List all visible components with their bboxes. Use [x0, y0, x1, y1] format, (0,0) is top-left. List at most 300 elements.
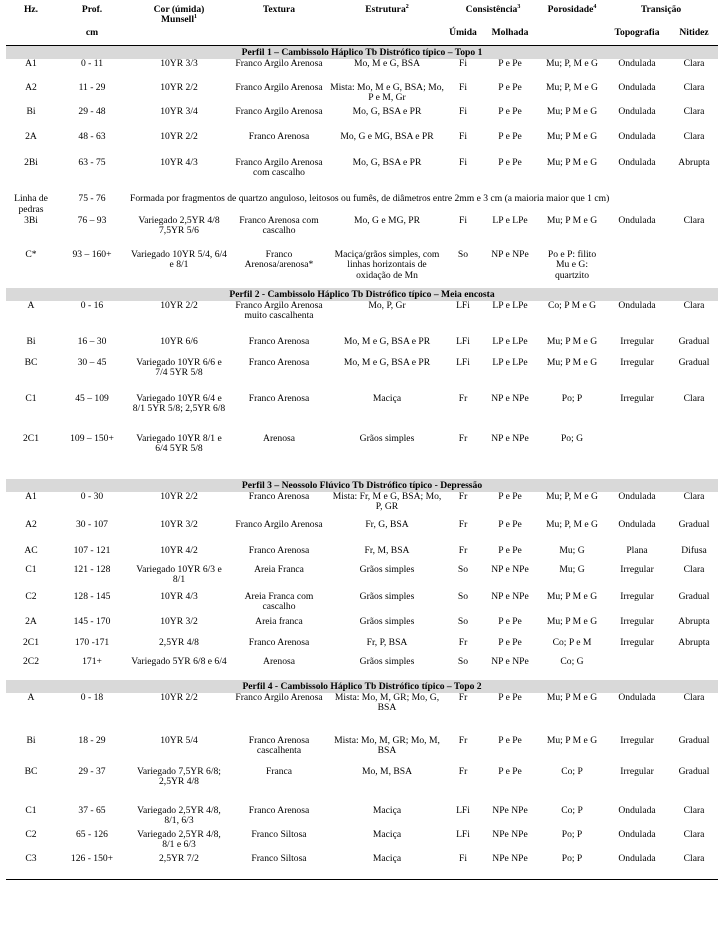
cell-prof: 65 - 126 [76, 830, 108, 840]
cell-topografia: Ondulada [618, 107, 656, 117]
cell-textura: Franco Arenosa cascalhenta [248, 736, 310, 757]
cell-umida: LFi [456, 358, 470, 368]
cell-cor: 10YR 3/2 [160, 520, 198, 530]
cell-topografia: Irregular [620, 767, 654, 777]
cell-topografia [604, 250, 670, 288]
cell-hz: C2 [25, 830, 37, 840]
cell-topografia: Ondulada [618, 83, 656, 93]
cell-molhada: P e Pe [498, 693, 522, 703]
cell-topografia: Ondulada [618, 132, 656, 142]
profile-title: Perfil 2 - Cambissolo Háplico Tb Distrófico típico – Meia encosta [6, 288, 718, 301]
profile-title: Perfil 1 – Cambissolo Háplico Tb Distrófico típico – Topo 1 [6, 46, 718, 60]
cell-molhada: NP e NPe [491, 565, 529, 575]
cell-cor: 10YR 3/3 [160, 59, 198, 69]
cell-estrutura: Mo, G, BSA e PR [352, 158, 422, 168]
cell-porosidade: Co; P [561, 806, 583, 816]
cell-topografia: Ondulada [618, 693, 656, 703]
cell-molhada: LP e LPe [492, 358, 528, 368]
cell-hz: 2Bi [24, 158, 38, 168]
table-row [6, 638, 718, 657]
cell-molhada: P e Pe [498, 617, 522, 627]
cell-molhada: P e Pe [498, 546, 522, 556]
table-header [6, 4, 718, 46]
cell-prof: 37 - 65 [78, 806, 106, 816]
cell-nitidez: Gradual [678, 337, 710, 347]
cell-porosidade: Mu; P M e G [546, 617, 598, 627]
soil-profile-document [6, 4, 718, 880]
cell-prof: 48 - 63 [78, 132, 106, 142]
cell-estrutura: Maciça/grãos simples, com linhas horizontais de oxidação de Mn [334, 250, 440, 281]
cell-topografia [604, 657, 670, 680]
cell-cor: 10YR 2/2 [160, 301, 198, 311]
porosidade-header [540, 4, 604, 25]
cell-nitidez [670, 250, 718, 288]
cell-prof: 145 - 170 [73, 617, 111, 627]
table-row [6, 767, 718, 806]
cell-molhada: P e Pe [498, 107, 522, 117]
table-row [6, 434, 718, 479]
table-row [6, 546, 718, 565]
cell-umida: Fi [458, 83, 467, 93]
cell-nitidez: Clara [683, 492, 705, 502]
cell-cor: 10YR 3/4 [160, 107, 198, 117]
cell-nitidez: Clara [683, 132, 705, 142]
cell-prof: 107 - 121 [73, 546, 111, 556]
cell-molhada: LP e LPe [492, 337, 528, 347]
cell-textura: Franco Argilo Arenosa [235, 59, 323, 69]
consistencia-header [446, 4, 540, 25]
cell-nitidez: Gradual [678, 736, 710, 746]
cor-header [128, 4, 230, 46]
cell-hz: 3Bi [24, 216, 38, 226]
cell-cor: Variegado 10YR 8/1 e 6/4 5YR 5/8 [136, 434, 222, 455]
cell-umida: Fr [458, 693, 468, 703]
cell-topografia: Irregular [620, 736, 654, 746]
cell-estrutura: Grãos simples [359, 657, 415, 667]
cell-umida: LFi [456, 301, 470, 311]
table-body [6, 46, 718, 880]
table-row [6, 565, 718, 592]
table-row [6, 830, 718, 854]
cell-textura: Areia Franca com cascalho [244, 592, 314, 613]
table-row [6, 592, 718, 617]
cell-hz: C* [25, 250, 37, 260]
profile-title-row [6, 288, 718, 301]
cell-hz: A [27, 301, 35, 311]
cell-nitidez: Clara [683, 216, 705, 226]
cell-molhada: P e Pe [498, 767, 522, 777]
table-row [6, 520, 718, 546]
cell-nitidez: Clara [683, 107, 705, 117]
profile-title-row [6, 479, 718, 492]
cell-porosidade: Po; P [561, 830, 583, 840]
transicao-header: Transição [640, 4, 682, 15]
table-row [6, 59, 718, 83]
textura-header: Textura [262, 4, 296, 15]
cell-estrutura: Mo, G e MG, BSA e PR [340, 132, 434, 142]
cell-prof: 45 – 109 [75, 394, 109, 404]
cell-umida: Fr [458, 638, 468, 648]
cell-estrutura: Fr, M, BSA [364, 546, 410, 556]
cell-estrutura: Mista: Fr, M e G, BSA; Mo, P, GR [332, 492, 442, 513]
cell-hz: Bi [26, 736, 36, 746]
cell-textura: Franco Arenosa [248, 546, 310, 556]
cell-molhada: NP e NPe [491, 434, 529, 444]
cell-umida: LFi [456, 830, 470, 840]
consistencia-header-label: Consistência [465, 4, 518, 15]
table-row [6, 854, 718, 880]
cell-molhada: NPe NPe [480, 854, 540, 880]
cell-topografia [604, 434, 670, 479]
header-row-1 [6, 4, 718, 25]
cell-porosidade: Mu; P M e G [546, 132, 598, 142]
cell-hz: C2 [25, 592, 37, 602]
cell-hz: 2A [25, 132, 37, 142]
cell-molhada: P e Pe [498, 83, 522, 93]
cell-porosidade: Mu; P M e G [546, 337, 598, 347]
table-row [6, 617, 718, 638]
cell-umida: Fr [458, 736, 468, 746]
cell-topografia: Irregular [620, 565, 654, 575]
cor-header-line1: Cor (úmida) [153, 4, 205, 15]
cell-umida: LFi [456, 806, 470, 816]
cell-textura: Areia Franca [254, 565, 304, 575]
estrutura-footnote-marker: 2 [405, 4, 409, 10]
cell-molhada: LP e LPe [492, 216, 528, 226]
cell-textura: Franco Arenosa [248, 337, 310, 347]
cell-cor: 10YR 4/3 [160, 592, 198, 602]
estrutura-header [328, 4, 446, 25]
cell-hz: Bi [26, 337, 36, 347]
cell-nitidez [670, 657, 718, 680]
cell-topografia: Ondulada [618, 158, 656, 168]
cell-prof: 16 – 30 [77, 337, 107, 347]
cor-header-line2: Munsell [160, 14, 195, 26]
cell-hz: A1 [25, 492, 37, 502]
cell-porosidade: Mu; P M e G [546, 592, 598, 602]
cor-footnote-marker: 1 [194, 14, 198, 21]
porosidade-footnote-marker: 4 [593, 4, 597, 10]
cell-nitidez: Difusa [681, 546, 707, 556]
table-row [6, 337, 718, 358]
cell-prof: 63 - 75 [78, 158, 106, 168]
cell-molhada: NPe NPe [492, 806, 528, 816]
consistencia-footnote-marker: 3 [517, 4, 521, 10]
cell-cor: Variegado 10YR 5/4, 6/4 e 8/1 [131, 250, 227, 271]
table-row [6, 657, 718, 680]
cell-hz: A [27, 693, 35, 703]
cell-umida: So [457, 565, 469, 575]
cell-hz: C3 [6, 854, 56, 880]
umida-header: Úmida [446, 25, 480, 46]
cell-textura: Arenosa [263, 657, 295, 667]
cell-hz: BC [24, 358, 38, 368]
cell-prof: 109 – 150+ [70, 434, 114, 444]
cell-hz: A2 [25, 83, 37, 93]
cell-nitidez [670, 434, 718, 479]
cell-estrutura: Maciça [372, 830, 402, 840]
cell-estrutura: Mo, P, Gr [368, 301, 406, 311]
cell-molhada: P e Pe [498, 736, 522, 746]
cell-cor: 10YR 3/2 [160, 617, 198, 627]
cell-textura: Arenosa [263, 434, 295, 444]
cell-estrutura: Mo, G, BSA e PR [352, 107, 422, 117]
cell-hz: C1 [25, 394, 37, 404]
cell-porosidade: Mu; P M e G [546, 216, 598, 226]
cell-estrutura: Mo, M e G, BSA e PR [343, 358, 431, 368]
cell-porosidade: Mu; P M e G [546, 107, 598, 117]
cell-hz: A2 [25, 520, 37, 530]
cell-topografia: Ondulada [618, 492, 656, 502]
table-row [6, 736, 718, 767]
cell-porosidade: Mu; P M e G [546, 736, 598, 746]
soil-profiles-table [6, 4, 718, 880]
cell-prof: 11 - 29 [78, 83, 106, 93]
table-row [6, 358, 718, 394]
cell-cor: 2,5YR 4/8 [159, 638, 199, 648]
cell-umida: Fi [458, 158, 467, 168]
cell-topografia: Irregular [620, 638, 654, 648]
cell-molhada: NPe NPe [492, 830, 528, 840]
cell-molhada: P e Pe [498, 638, 522, 648]
cell-textura: Franco Argilo Arenosa [235, 83, 323, 93]
cell-textura: Franco Argilo Arenosa [235, 107, 323, 117]
cell-hz: AC [24, 546, 38, 556]
cell-prof: 30 - 107 [76, 520, 108, 530]
cell-nitidez: Clara [683, 83, 705, 93]
cell-hz: 2C1 [23, 638, 39, 648]
cell-nitidez: Abrupta [678, 617, 710, 627]
cell-cor: 10YR 2/2 [160, 132, 198, 142]
cell-cor: Variegado 5YR 6/8 e 6/4 [131, 657, 227, 667]
cell-prof: 170 -171 [74, 638, 110, 648]
cell-estrutura: Mista: Mo, M, GR; Mo, M, BSA [334, 736, 440, 757]
cell-topografia: Ondulada [618, 830, 656, 840]
cell-porosidade: Mu; P, M e G [546, 83, 598, 93]
cell-nitidez: Clara [683, 830, 705, 840]
cell-textura: Franco Argilo Arenosa [235, 520, 323, 530]
cell-cor: Variegado 10YR 6/4 e 8/1 5YR 5/8; 2,5YR 6/8 [132, 394, 226, 415]
cell-nitidez: Clara [683, 59, 705, 69]
cell-molhada: P e Pe [498, 132, 522, 142]
cell-topografia: Irregular [620, 617, 654, 627]
cell-prof: 29 - 37 [78, 767, 106, 777]
cell-porosidade: Mu; P, M e G [546, 520, 598, 530]
table-row [6, 250, 718, 288]
stone-line-row [6, 193, 718, 216]
table-row [6, 301, 718, 337]
cell-topografia: Ondulada [618, 59, 656, 69]
cell-nitidez: Clara [683, 693, 705, 703]
cell-topografia: Ondulada [618, 520, 656, 530]
cell-umida: Fi [446, 854, 480, 880]
cell-umida: Fr [458, 767, 468, 777]
cell-porosidade: Po; P [561, 394, 583, 404]
cell-umida: So [457, 250, 469, 260]
cell-estrutura: Grãos simples [359, 434, 415, 444]
table-row [6, 806, 718, 830]
table-row [6, 158, 718, 193]
cell-cor: 10YR 4/3 [160, 158, 198, 168]
cell-molhada: NP e NPe [491, 592, 529, 602]
hz-header: Hz. [23, 4, 39, 15]
cell-topografia: Ondulada [618, 216, 656, 226]
cell-textura: Franco Arenosa [248, 394, 310, 404]
cell-prof: 76 – 93 [77, 216, 107, 226]
cell-topografia: Irregular [620, 394, 654, 404]
cell-molhada: P e Pe [498, 492, 522, 502]
cell-prof: 93 – 160+ [72, 250, 112, 260]
cell-hz: C1 [25, 806, 37, 816]
cell-porosidade: Po e P: filito Mu e G: quartzito [547, 250, 597, 281]
table-row [6, 394, 718, 434]
cell-nitidez: Gradual [678, 358, 710, 368]
cell-textura: Franco Siltosa [230, 854, 328, 880]
cell-textura: Franco Argilo Arenosa [235, 693, 323, 703]
porosidade-header-label: Porosidade [547, 4, 594, 15]
cell-estrutura: Maciça [328, 854, 446, 880]
cell-molhada: P e Pe [498, 520, 522, 530]
cell-porosidade: Mu; G [559, 565, 585, 575]
cell-hz: C1 [25, 565, 37, 575]
cell-topografia: Plana [626, 546, 648, 556]
cell-prof: 0 - 16 [80, 301, 104, 311]
cell-textura: Areia franca [255, 617, 303, 627]
cell-textura: Franco Arenosa [248, 492, 310, 502]
profile-title: Perfil 3 – Neossolo Flúvico Tb Distrófico típico - Depressão [6, 479, 718, 492]
cell-cor: Variegado 10YR 6/3 e 8/1 [136, 565, 222, 586]
prof-unit-header: cm [56, 25, 128, 46]
cell-textura: Franco Argilo Arenosa muito cascalhenta [235, 301, 323, 322]
cell-textura: Franco Arenosa com cascalho [239, 216, 319, 237]
cell-textura: Franco Arenosa [248, 132, 310, 142]
cell-molhada: NP e NPe [491, 394, 529, 404]
cell-porosidade: Co; G [560, 657, 584, 667]
cell-textura: Franco Arenosa/arenosa* [244, 250, 314, 271]
cell-estrutura: Maciça [372, 806, 402, 816]
cell-porosidade: Po; P [540, 854, 604, 880]
cell-textura: Franco Argilo Arenosa com cascalho [235, 158, 323, 179]
cell-estrutura: Mo, G e MG, PR [353, 216, 421, 226]
cell-cor: 10YR 6/6 [160, 337, 198, 347]
molhada-header: Molhada [480, 25, 540, 46]
cell-estrutura: Fr, P, BSA [366, 638, 408, 648]
cell-cor: 10YR 4/2 [160, 546, 198, 556]
cell-umida: Fr [458, 520, 468, 530]
cell-umida: Fr [458, 394, 468, 404]
table-row [6, 216, 718, 250]
cell-nitidez: Clara [683, 565, 705, 575]
cell-nitidez: Clara [683, 394, 705, 404]
cell-prof: 128 - 145 [73, 592, 111, 602]
cell-umida: Fi [458, 107, 467, 117]
cell-umida: So [457, 657, 469, 667]
estrutura-header-label: Estrutura [365, 4, 406, 15]
cell-umida: Fr [458, 434, 468, 444]
cell-porosidade: Mu; P M e G [546, 358, 598, 368]
cell-porosidade: Mu; P, M e G [546, 59, 598, 69]
cell-porosidade: Mu; P M e G [546, 158, 598, 168]
profile-title-row [6, 46, 718, 60]
cell-hz: 2C1 [23, 434, 39, 444]
cell-umida: Fi [458, 59, 467, 69]
cell-umida: Fi [458, 216, 467, 226]
cell-umida: Fi [458, 132, 467, 142]
cell-prof: 0 - 11 [80, 59, 104, 69]
cell-prof: 126 - 150+ [56, 854, 128, 880]
prof-header: Prof. [81, 4, 103, 15]
cell-topografia: Ondulada [618, 301, 656, 311]
cell-estrutura: Grãos simples [359, 617, 415, 627]
cell-prof: 30 – 45 [77, 358, 107, 368]
cell-estrutura: Mo, M e G, BSA [353, 59, 421, 69]
cell-topografia: Irregular [620, 337, 654, 347]
cell-hz: Linha de pedras [14, 193, 48, 215]
cell-porosidade: Mu; P, M e G [546, 492, 598, 502]
cell-nitidez: Gradual [678, 767, 710, 777]
cell-cor: 10YR 5/4 [160, 736, 198, 746]
table-row [6, 107, 718, 132]
cell-nitidez: Abrupta [678, 638, 710, 648]
header-row-2 [6, 25, 718, 46]
cell-hz: Bi [26, 107, 36, 117]
cell-estrutura: Mo, M, BSA [361, 767, 413, 777]
cell-textura: Franco Siltosa [251, 830, 307, 840]
cell-hz: A1 [25, 59, 37, 69]
cell-prof: 18 - 29 [78, 736, 106, 746]
cell-estrutura: Maciça [372, 394, 402, 404]
cell-estrutura: Mista: Mo, M e G, BSA; Mo, P e M, Gr [330, 83, 444, 104]
cell-umida: So [457, 592, 469, 602]
cell-nitidez: Clara [683, 301, 705, 311]
cell-cor: 2,5YR 7/2 [128, 854, 230, 880]
table-row [6, 83, 718, 107]
cell-estrutura: Mista: Mo, M, GR; Mo, G, BSA [334, 693, 440, 714]
cell-porosidade: Co; P e M [552, 638, 592, 648]
cell-porosidade: Co; P [561, 767, 583, 777]
cell-molhada: P e Pe [498, 59, 522, 69]
cell-porosidade: Co; P M e G [547, 301, 597, 311]
cell-molhada: NP e NPe [491, 657, 529, 667]
cell-prof: 121 - 128 [73, 565, 111, 575]
cell-porosidade: Mu; G [559, 546, 585, 556]
cell-prof: 75 - 76 [78, 193, 106, 204]
cell-topografia: Ondulada [604, 854, 670, 880]
cell-cor: Variegado 2,5YR 4/8, 8/1 e 6/3 [137, 830, 221, 851]
cell-porosidade: Mu; P M e G [546, 693, 598, 703]
cell-estrutura: Fr, G, BSA [365, 520, 409, 530]
cell-nitidez: Gradual [678, 592, 710, 602]
cell-cor: 10YR 2/2 [160, 83, 198, 93]
cell-umida: Fr [458, 492, 468, 502]
cell-nitidez: Gradual [678, 520, 710, 530]
cell-prof: 0 - 30 [80, 492, 104, 502]
cell-umida: So [457, 617, 469, 627]
cell-textura: Franca [265, 767, 293, 777]
cell-nitidez: Abrupta [678, 158, 710, 168]
cell-textura: Franco Arenosa [248, 638, 310, 648]
cell-umida: Fr [458, 546, 468, 556]
cell-prof: 0 - 18 [80, 693, 104, 703]
cell-molhada: LP e LPe [492, 301, 528, 311]
nitidez-header: Nitidez [670, 25, 718, 46]
cell-hz: 2A [25, 617, 37, 627]
cell-nitidez: Clara [670, 854, 718, 880]
cell-topografia: Irregular [620, 358, 654, 368]
cell-cor: Variegado 10YR 6/6 e 7/4 5YR 5/8 [136, 358, 222, 379]
cell-molhada: P e Pe [498, 158, 522, 168]
cell-textura: Franco Arenosa [248, 358, 310, 368]
